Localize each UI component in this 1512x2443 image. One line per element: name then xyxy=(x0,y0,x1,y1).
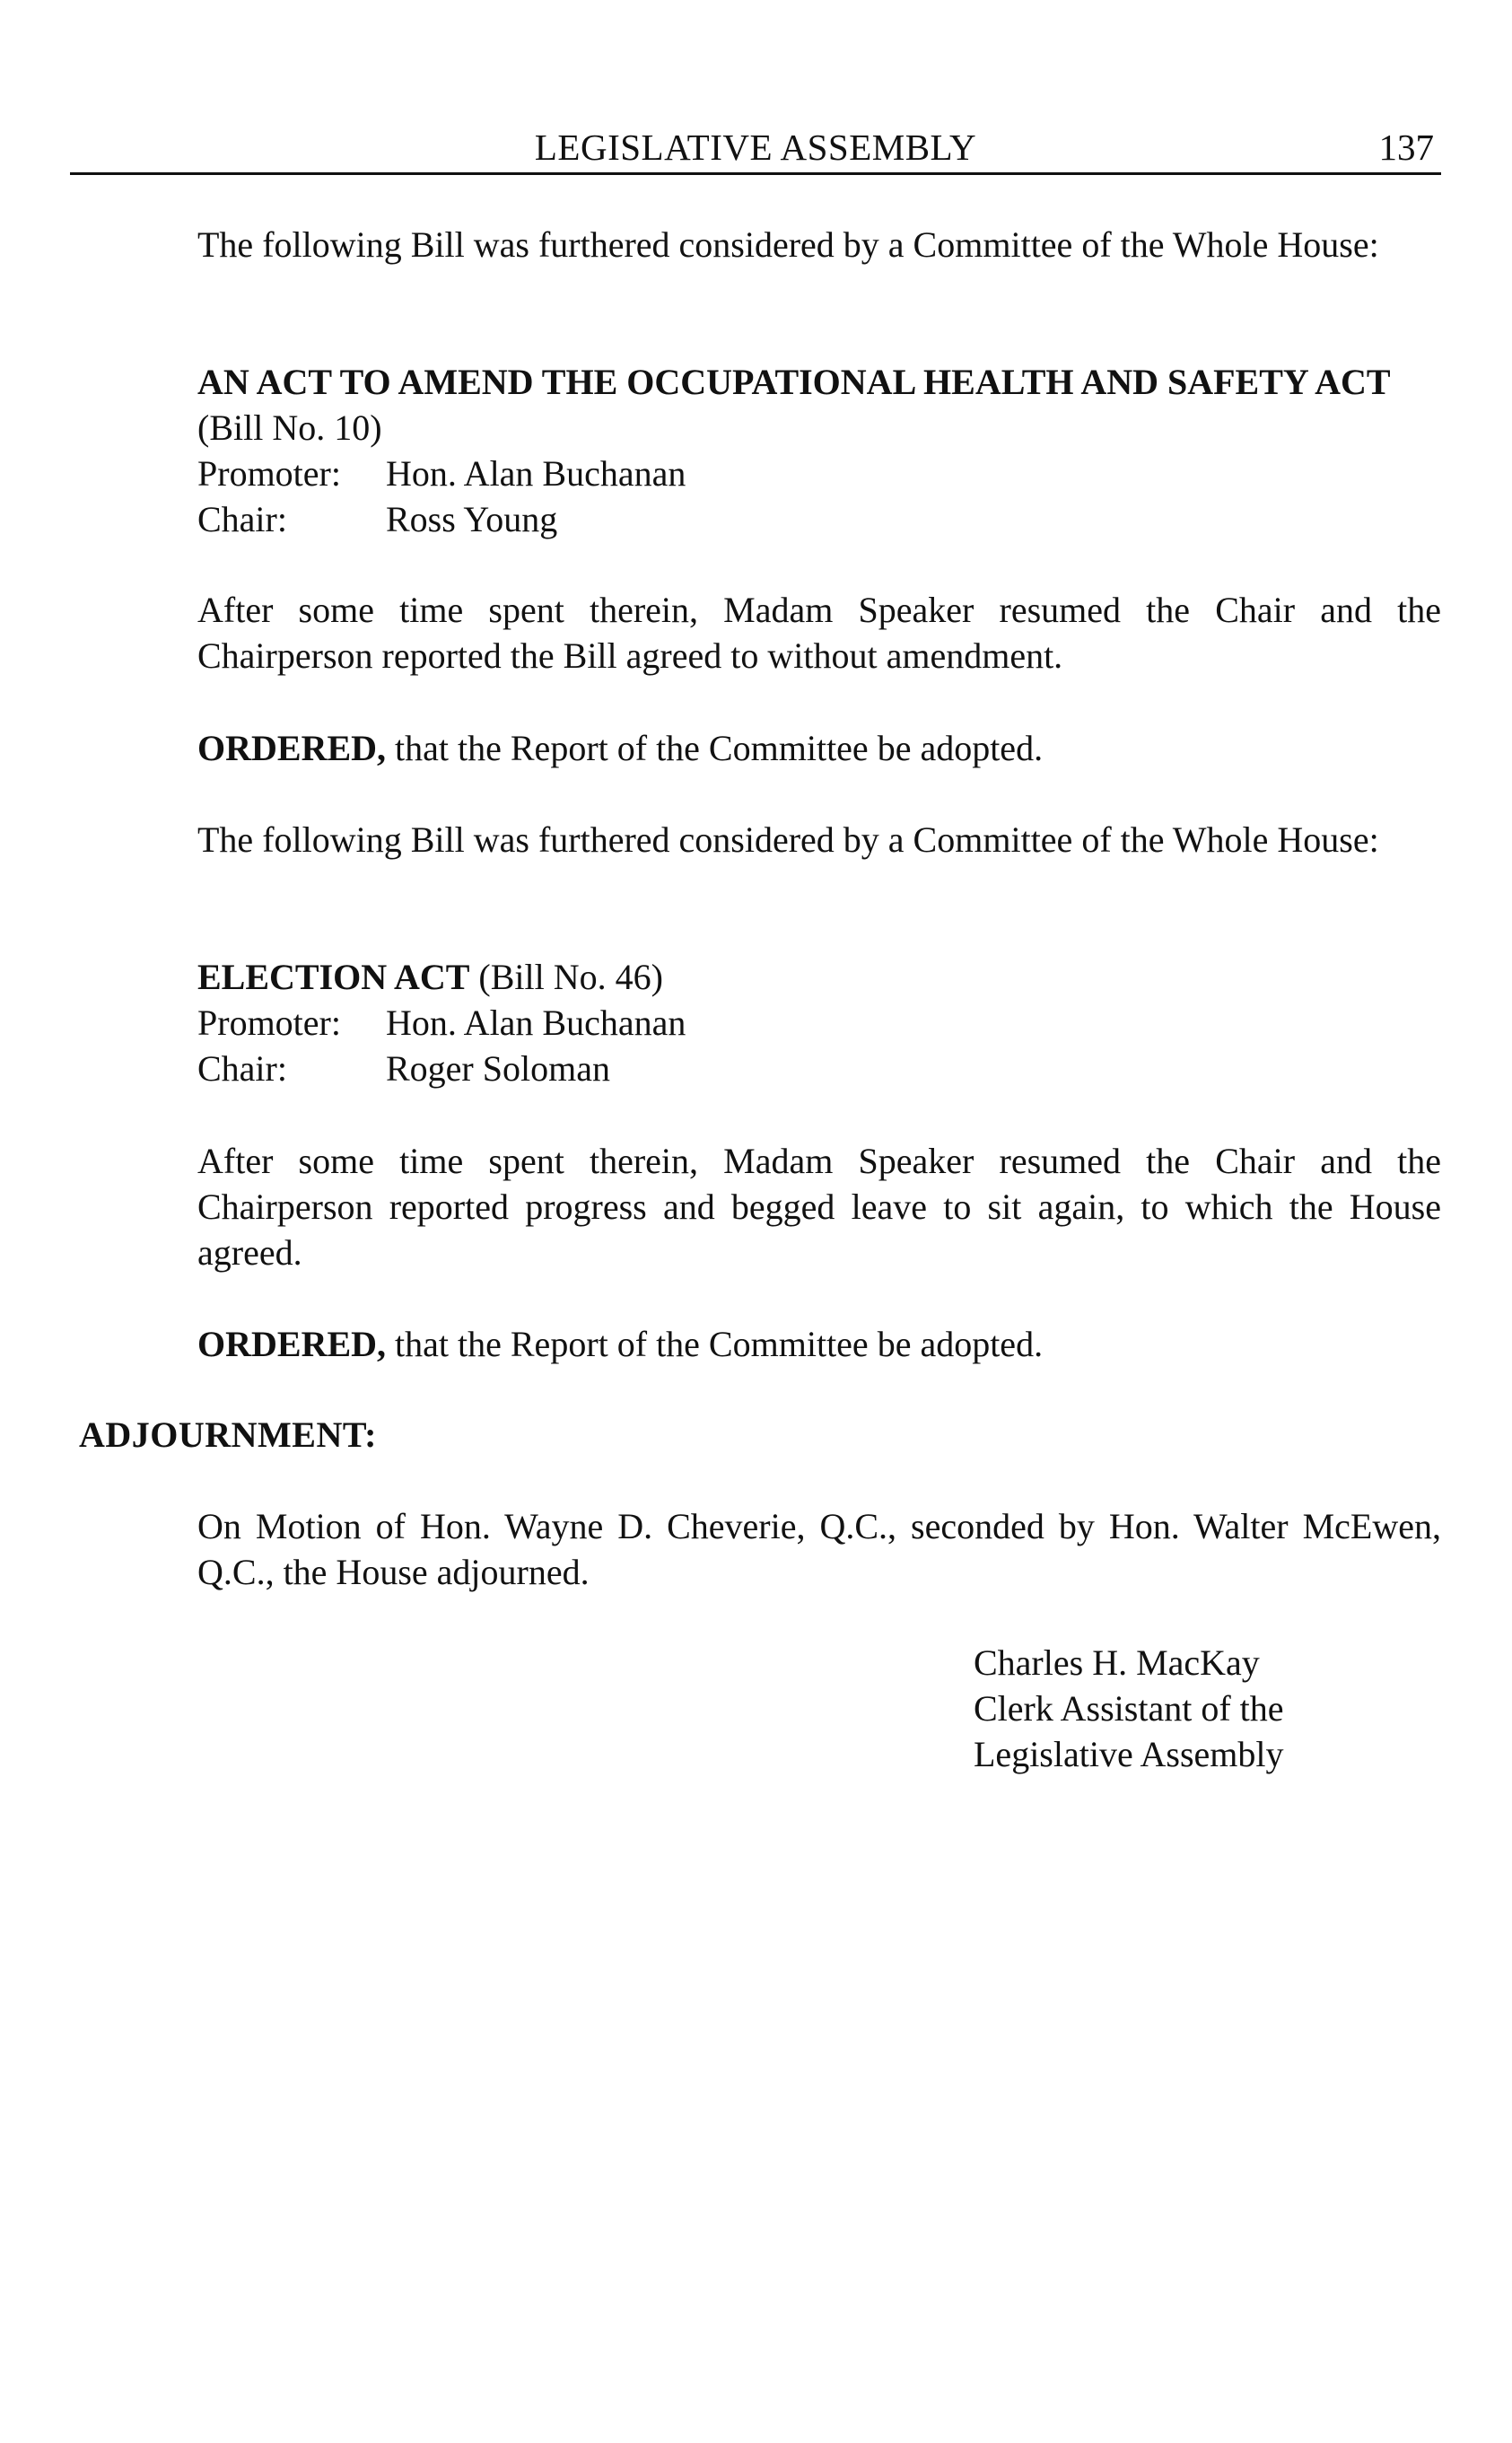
section1-ordered-text: that the Report of the Committee be adopted. xyxy=(386,728,1044,768)
page-number: 137 xyxy=(1378,127,1434,168)
section2-bill-block xyxy=(197,954,1441,1091)
adjournment-text: On Motion of Hon. Wayne D. Cheverie, Q.C., seconded by Hon. Walter McEwen, Q.C., the House adjourned. xyxy=(197,1506,1441,1592)
signature-name: Charles H. MacKay xyxy=(974,1642,1260,1683)
section2-result: After some time spent therein, Madam Speaker resumed the Chair and the Chairperson reported progress and begged leave to sit again, to which the House agreed. xyxy=(197,1141,1441,1273)
section1-bill-title xyxy=(197,359,1441,451)
header-rule xyxy=(70,172,1441,175)
section1-bill-block xyxy=(197,359,1441,542)
section1-ordered xyxy=(197,725,1441,771)
section1-ordered-bold: ORDERED, xyxy=(197,728,387,768)
section1-chair-label: Chair: xyxy=(197,499,287,539)
signature-title-line2: Legislative Assembly xyxy=(974,1734,1284,1774)
section1-result: After some time spent therein, Madam Speaker resumed the Chair and the Chairperson reported the Bill agreed to without amendment. xyxy=(197,590,1441,676)
section1-chair-row xyxy=(197,496,1441,542)
section2-bill-title xyxy=(197,954,1441,1000)
section2-bill-title-bold: ELECTION ACT xyxy=(197,957,470,997)
section2-ordered xyxy=(197,1321,1441,1367)
section2-ordered-bold: ORDERED, xyxy=(197,1324,387,1364)
section1-intro: The following Bill was furthered considered by a Committee of the Whole House: xyxy=(197,224,1379,265)
section1-promoter-label: Promoter: xyxy=(197,453,341,494)
section1-promoter-row xyxy=(197,451,1441,496)
running-header xyxy=(70,124,1441,171)
section2-chair-row xyxy=(197,1046,1441,1091)
header-title: LEGISLATIVE ASSEMBLY xyxy=(534,127,977,168)
signature-title-line1: Clerk Assistant of the xyxy=(974,1688,1284,1729)
section1-promoter-name: Hon. Alan Buchanan xyxy=(386,453,686,494)
section2-bill-number: (Bill No. 46) xyxy=(469,957,663,997)
section2-promoter-row xyxy=(197,1000,1441,1046)
section2-chair-name: Roger Soloman xyxy=(386,1048,610,1089)
section2-intro: The following Bill was furthered considered by a Committee of the Whole House: xyxy=(197,819,1379,860)
section1-bill-number: (Bill No. 10) xyxy=(197,407,382,448)
section2-chair-label: Chair: xyxy=(197,1048,287,1089)
section2-ordered-text: that the Report of the Committee be adopted. xyxy=(386,1324,1044,1364)
section1-chair-name: Ross Young xyxy=(386,499,558,539)
section2-promoter-label: Promoter: xyxy=(197,1003,341,1043)
signature-block xyxy=(974,1640,1284,1777)
section2-promoter-name: Hon. Alan Buchanan xyxy=(386,1003,686,1043)
section1-bill-title-bold: AN ACT TO AMEND THE OCCUPATIONAL HEALTH AND SAFETY ACT xyxy=(197,362,1391,402)
adjournment-heading: ADJOURNMENT: xyxy=(79,1414,377,1455)
